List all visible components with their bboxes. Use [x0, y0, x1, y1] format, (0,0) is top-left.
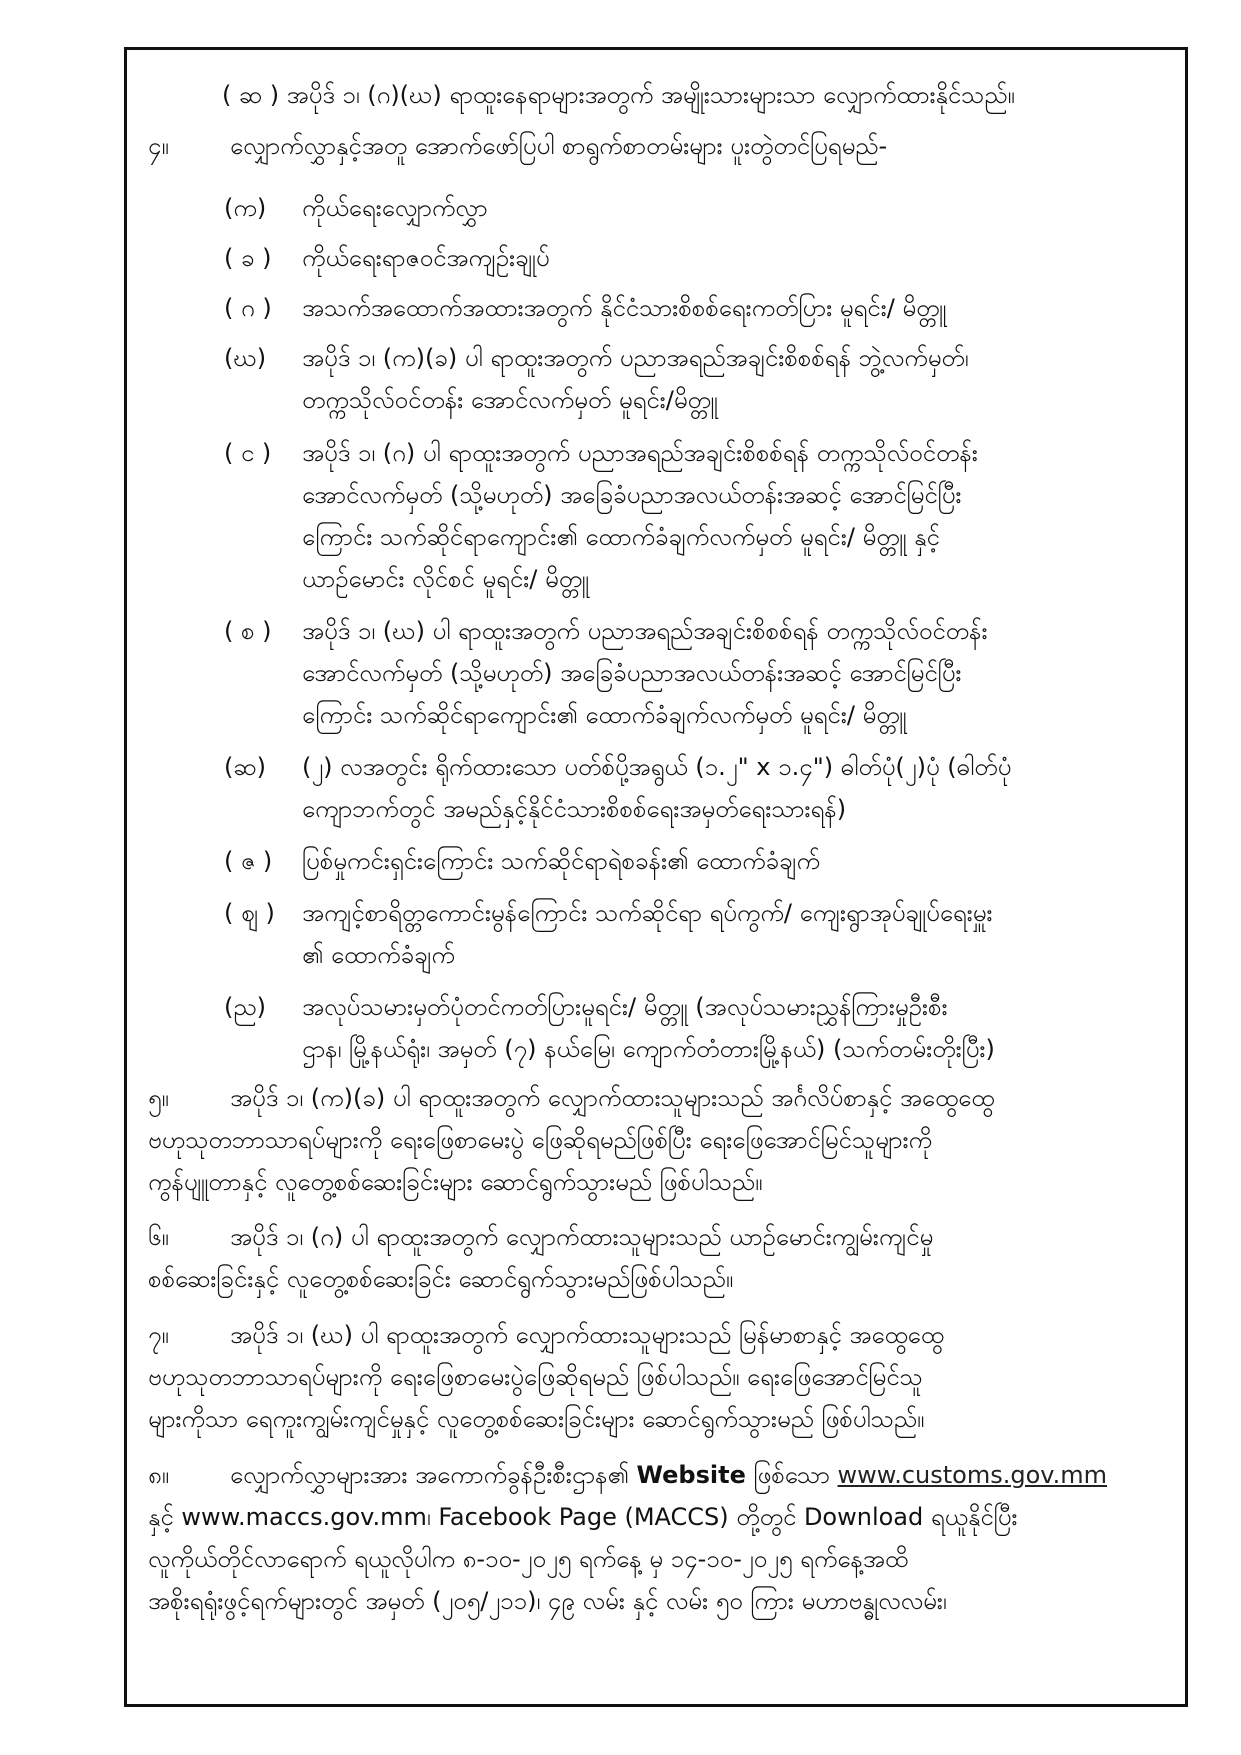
list-item-nga-line4: ယာဉ်မောင်း လိုင်စင် မူရင်း/ မိတ္တူ	[302, 565, 589, 593]
paragraph-7-line2: ဗဟုသုတဘာသာရပ်များကို ရေးဖြေစာမေးပွဲဖြေဆိုရမည် ဖြစ်ပါသည်။ ရေးဖြေအောင်မြင်သူ	[148, 1363, 923, 1391]
paragraph-7-line3: များကိုသာ ရေကူးကျွမ်းကျင်မှုနှင့် လူတွေ့စစ်ဆေးခြင်းများ ဆောင်ရွက်သွားမည် ဖြစ်ပါသည်။	[148, 1405, 925, 1433]
paragraph-4-text: လျှောက်လွှာနှင့်အတူ အောက်ဖော်ပြပါ စာရွက်စာတမ်းများ ပူးတွဲတင်ပြရမည်-	[230, 132, 888, 160]
list-item-zya-line1: အကျင့်စာရိတ္တကောင်းမွန်ကြောင်း သက်ဆိုင်ရာ ရပ်ကွက်/ ကျေးရွာအုပ်ချုပ်ရေးမှူး	[302, 899, 993, 927]
list-item-sa-line2: အောင်လက်မှတ် (သို့မဟုတ်) အခြေခံပညာအလယ်တန်းအဆင့် အောင်မြင်ပြီး	[302, 659, 962, 687]
list-marker-za: ( ဇ )	[224, 847, 273, 875]
list-item-zya-line2: ၏ ထောက်ခံချက်	[302, 941, 455, 969]
list-marker-kha: ( ခ )	[224, 244, 272, 272]
list-marker-sa: ( စ )	[224, 617, 272, 645]
list-marker-gha: (ဃ)	[224, 344, 267, 372]
paragraph-6-line1: အပိုဒ် ၁၊ (ဂ) ပါ ရာထူးအတွက် လျှောက်ထားသူများသည် ယာဉ်မောင်းကျွမ်းကျင်မှု	[230, 1223, 934, 1251]
paragraph-8-line3: လူကိုယ်တိုင်လာရောက် ရယူလိုပါက ၈-၁၀-၂၀၂၅ ရက်နေ့ မှ ၁၄-၁၀-၂၀၂၅ ရက်နေ့အထိ	[148, 1545, 909, 1573]
paragraph-number-7: ၇။	[148, 1321, 169, 1349]
paragraph-number-6: ၆။	[148, 1223, 169, 1251]
paragraph-6-line2: စစ်ဆေးခြင်းနှင့် လူတွေ့စစ်ဆေးခြင်း ဆောင်ရွက်သွားမည်ဖြစ်ပါသည်။	[148, 1265, 734, 1293]
paragraph-7-line1: အပိုဒ် ၁၊ (ဃ) ပါ ရာထူးအတွက် လျှောက်ထားသူများသည် မြန်မာစာနှင့် အထွေထွေ	[230, 1321, 944, 1349]
list-item-ga: အသက်အထောက်အထားအတွက် နိုင်ငံသားစိစစ်ရေးကတ်ပြား မူရင်း/ မိတ္တူ	[302, 294, 947, 322]
item-hsa-eligibility: ( ဆ ) အပိုဒ် ၁၊ (ဂ)(ဃ) ရာထူးနေရာများအတွက် အမျိုးသားများသာ လျှောက်ထားနိုင်သည်။	[222, 81, 1015, 109]
paragraph-number-4: ၄။	[148, 132, 169, 160]
paragraph-8-line1	[230, 1460, 1107, 1490]
list-marker-ga: ( ဂ )	[224, 294, 272, 322]
list-marker-zya: ( ဈ )	[224, 899, 275, 927]
paragraph-8-mid: ဖြစ်သော	[753, 1461, 830, 1489]
list-item-nga-line3: ကြောင်း သက်ဆိုင်ရာကျောင်း၏ ထောက်ခံချက်လက်မှတ် မူရင်း/ မိတ္တူ နှင့်	[302, 523, 940, 551]
list-item-kha: ကိုယ်ရေးရာဇဝင်အကျဉ်းချုပ်	[302, 244, 550, 272]
paragraph-8-line4: အစိုးရရုံးဖွင့်ရက်များတွင် အမှတ် (၂၀၅/၂၁၁)၊ ၄၉ လမ်း နှင့် လမ်း ၅၀ ကြား မဟာဗန္ဓုလလမ်း၊	[148, 1587, 947, 1615]
paragraph-8-lead: လျှောက်လွှာများအား အကောက်ခွန်ဦးစီးဌာန၏	[230, 1461, 629, 1489]
list-item-gha-line2: တက္ကသိုလ်ဝင်တန်း အောင်လက်မှတ် မူရင်း/မိတ္တူ	[302, 386, 718, 414]
list-item-hsa-line1: (၂) လအတွင်း ရိုက်ထားသော ပတ်စ်ပို့အရွယ် (၁.၂" x ၁.၄") ဓါတ်ပုံ(၂)ပုံ (ဓါတ်ပုံ	[302, 753, 1012, 781]
paragraph-5-line1: အပိုဒ် ၁၊ (က)(ခ) ပါ ရာထူးအတွက် လျှောက်ထားသူများသည် အင်္ဂလိပ်စာနှင့် အထွေထွေ	[230, 1084, 995, 1112]
list-item-nga-line2: အောင်လက်မှတ် (သို့မဟုတ်) အခြေခံပညာအလယ်တန်းအဆင့် အောင်မြင်ပြီး	[302, 481, 962, 509]
list-marker-hsa: (ဆ)	[224, 753, 266, 781]
customs-website-link[interactable]: www.customs.gov.mm	[837, 1461, 1108, 1489]
list-item-za: ပြစ်မှုကင်းရှင်းကြောင်း သက်ဆိုင်ရာရဲစခန်း၏ ထောက်ခံချက်	[302, 847, 820, 875]
list-item-nya-line2: ဌာန၊ မြို့နယ်ရုံး၊ အမှတ် (၇) နယ်မြေ၊ ကျောက်တံတားမြို့နယ်) (သက်တမ်းတိုးပြီး)	[302, 1035, 995, 1063]
paragraph-8-line2: နှင့် www.maccs.gov.mm၊ Facebook Page (MACCS) တို့တွင် Download ရယူနိုင်ပြီး	[148, 1503, 1018, 1531]
list-marker-nya: (ည)	[224, 993, 266, 1021]
paragraph-5-line2: ဗဟုသုတဘာသာရပ်များကို ရေးဖြေစာမေးပွဲ ဖြေဆိုရမည်ဖြစ်ပြီး ရေးဖြေအောင်မြင်သူများကို	[148, 1126, 933, 1154]
list-item-sa-line3: ကြောင်း သက်ဆိုင်ရာကျောင်း၏ ထောက်ခံချက်လက်မှတ် မူရင်း/ မိတ္တူ	[302, 701, 907, 729]
list-marker-nga: ( င )	[224, 439, 272, 467]
list-item-nya-line1: အလုပ်သမားမှတ်ပုံတင်ကတ်ပြားမူရင်း/ မိတ္တူ (အလုပ်သမားညွှန်ကြားမှုဦးစီး	[302, 993, 948, 1021]
website-word: Website	[636, 1461, 746, 1489]
list-item-hsa-line2: ကျောဘက်တွင် အမည်နှင့်နိုင်ငံသားစိစစ်ရေးအမှတ်ရေးသားရန်)	[302, 795, 847, 823]
list-item-nga-line1: အပိုဒ် ၁၊ (ဂ) ပါ ရာထူးအတွက် ပညာအရည်အချင်းစိစစ်ရန် တက္ကသိုလ်ဝင်တန်း	[302, 439, 978, 467]
list-item-sa-line1: အပိုဒ် ၁၊ (ဃ) ပါ ရာထူးအတွက် ပညာအရည်အချင်းစိစစ်ရန် တက္ကသိုလ်ဝင်တန်း	[302, 617, 988, 645]
paragraph-number-8: ၈။	[148, 1461, 169, 1489]
list-item-ka: ကိုယ်ရေးလျှောက်လွှာ	[302, 194, 488, 222]
paragraph-5-line3: ကွန်ပျူတာနှင့် လူတွေ့စစ်ဆေးခြင်းများ ဆောင်ရွက်သွားမည် ဖြစ်ပါသည်။	[148, 1168, 763, 1196]
list-marker-ka: (က)	[224, 194, 267, 222]
paragraph-number-5: ၅။	[148, 1084, 169, 1112]
list-item-gha-line1: အပိုဒ် ၁၊ (က)(ခ) ပါ ရာထူးအတွက် ပညာအရည်အချင်းစိစစ်ရန် ဘွဲ့လက်မှတ်၊	[302, 344, 969, 372]
